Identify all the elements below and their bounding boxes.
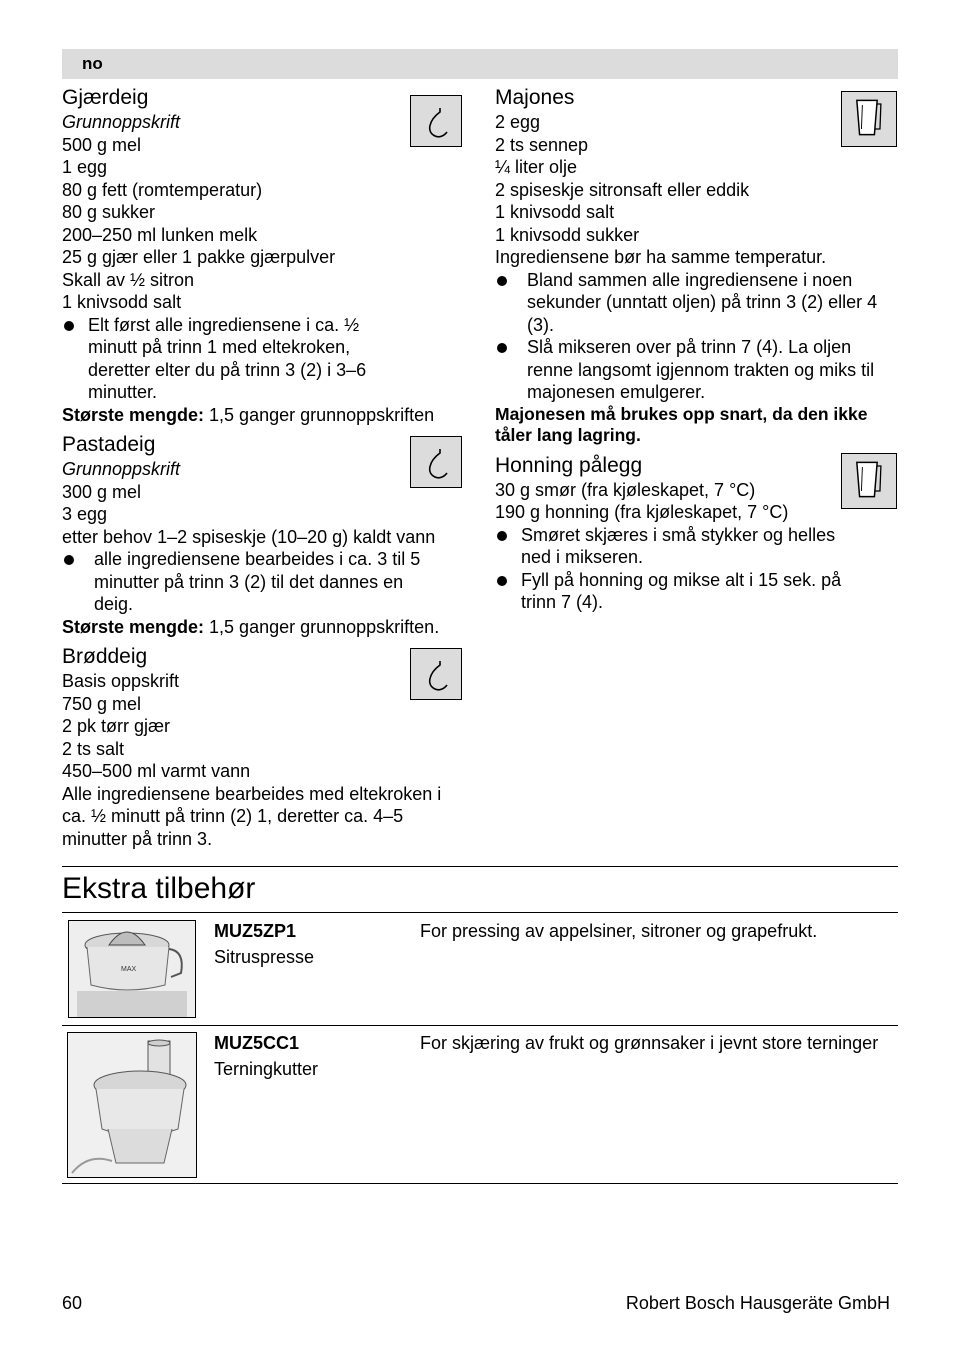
citrus-press-image [68, 920, 196, 1018]
ingredient-line: 80 g fett (romtemperatur) [62, 179, 263, 200]
max-amount [62, 404, 462, 427]
divider [62, 1183, 898, 1184]
ingredient-line: 1 knivsodd salt [62, 292, 182, 312]
right-column [495, 85, 900, 614]
language-code: no [82, 54, 103, 73]
recipe-text: Alle ingrediensene bearbeides med eltekroken i ca. ½ minutt på trinn (2) 1, deretter ca. 4–5 minutter på trinn 3. [62, 783, 442, 849]
accessory-code: MUZ5CC1 [214, 1033, 300, 1053]
step-item: Slå mikseren over på trinn 7 (4). La oljen renne langsomt igjennom trakten og miks til majonesen emulgerer. [495, 336, 887, 404]
ingredient-line: 750 g mel [62, 693, 142, 714]
recipe-subtitle: Grunnoppskrift [62, 459, 181, 479]
recipe-title: Majones [495, 86, 575, 109]
max-amount-label: Største mengde: [62, 616, 205, 637]
accessory-description: For skjæring av frukt og grønnsaker i jevnt store terninger [420, 1033, 879, 1053]
step-item: Bland sammen alle ingrediensene i noen sekunder (unntatt oljen) på trinn 3 (2) eller 4 (3). [495, 269, 887, 337]
step-item: Fyll på honning og mikse alt i 15 sek. på trinn 7 (4). [495, 569, 855, 614]
accessory-name: Terningkutter [214, 1059, 319, 1079]
accessory-row [62, 1026, 898, 1182]
ingredient-line: 1 knivsodd salt [495, 202, 615, 222]
ingredient-line: ¼ liter olje [495, 157, 578, 177]
max-amount-label: Største mengde: [62, 404, 205, 425]
recipe-gjaerdeig [62, 85, 462, 426]
section-title: Ekstra tilbehør [62, 872, 256, 905]
ingredient-line: 450–500 ml varmt vann [62, 761, 251, 781]
ingredient-line: etter behov 1–2 spiseskje (10–20 g) kaldt vann [62, 526, 436, 547]
recipe-majones [495, 85, 900, 446]
recipe-title: Pastadeig [62, 433, 156, 456]
accessory-name: Sitruspresse [214, 947, 315, 967]
ingredient-line: 2 ts salt [62, 738, 125, 759]
recipe-broddeig [62, 644, 462, 850]
recipe-title: Gjærdeig [62, 86, 149, 109]
page-number: 60 [62, 1293, 83, 1313]
kneading-hook-icon [410, 648, 462, 700]
ingredient-line: 1 knivsodd sukker [495, 224, 640, 245]
warning-text: Majonesen må brukes opp snart, da den ikke tåler lang lagring. [495, 403, 868, 445]
ingredient-line: 2 egg [495, 112, 541, 132]
ingredient-line: 30 g smør (fra kjøleskapet, 7 °C) [495, 479, 756, 500]
accessory-row [62, 913, 898, 1025]
company-name: Robert Bosch Hausgeräte GmbH [625, 1293, 890, 1313]
recipe-honning [495, 453, 900, 614]
step-item: Elt først alle ingrediensene i ca. ½ minutt på trinn 1 med eltekroken, deretter elter du på trinn 3 (2) i 3–6 minutter. [62, 314, 407, 404]
dicer-image [67, 1032, 197, 1178]
recipe-title: Brøddeig [62, 645, 148, 668]
recipe-pastadeig [62, 432, 462, 638]
recipe-subtitle: Basis oppskrift [62, 671, 180, 691]
max-amount-value: 1,5 ganger grunnoppskriften [204, 404, 435, 425]
recipe-title: Honning pålegg [495, 453, 643, 477]
recipe-subtitle: Grunnoppskrift [62, 112, 181, 132]
max-mark: MAX [121, 966, 137, 973]
ingredient-line: 300 g mel [62, 481, 142, 502]
ingredient-line: 25 g gjær eller 1 pakke gjærpulver [62, 247, 336, 267]
ingredient-line: 2 pk tørr gjær [62, 716, 171, 736]
kneading-hook-icon [410, 95, 462, 147]
left-column [62, 85, 462, 850]
max-amount-value: 1,5 ganger grunnoppskriften. [204, 616, 440, 637]
ingredient-line: 2 spiseskje sitronsaft eller eddik [495, 179, 750, 200]
step-item: Smøret skjæres i små stykker og helles ned i mikseren. [495, 524, 855, 569]
blender-jug-icon [841, 91, 897, 147]
kneading-hook-icon [410, 436, 462, 488]
accessory-code: MUZ5ZP1 [214, 921, 297, 941]
ingredient-line: 80 g sukker [62, 202, 156, 222]
ingredient-line: 1 egg [62, 157, 108, 177]
ingredient-line: Skall av ½ sitron [62, 269, 195, 290]
blender-jug-icon [841, 453, 897, 509]
divider [62, 866, 898, 867]
step-item: alle ingrediensene bearbeides i ca. 3 til 5 minutter på trinn 3 (2) til det dannes en deig. [62, 548, 422, 616]
ingredient-line: 3 egg [62, 504, 108, 524]
language-bar [62, 49, 898, 79]
accessory-description: For pressing av appelsiner, sitroner og grapefrukt. [420, 921, 818, 941]
ingredient-line: 500 g mel [62, 134, 142, 155]
note: Ingrediensene bør ha samme temperatur. [495, 247, 827, 267]
ingredient-line: 2 ts sennep [495, 134, 589, 155]
ingredient-line: 190 g honning (fra kjøleskapet, 7 °C) [495, 502, 789, 522]
max-amount [62, 616, 462, 639]
ingredient-line: 200–250 ml lunken melk [62, 224, 258, 245]
